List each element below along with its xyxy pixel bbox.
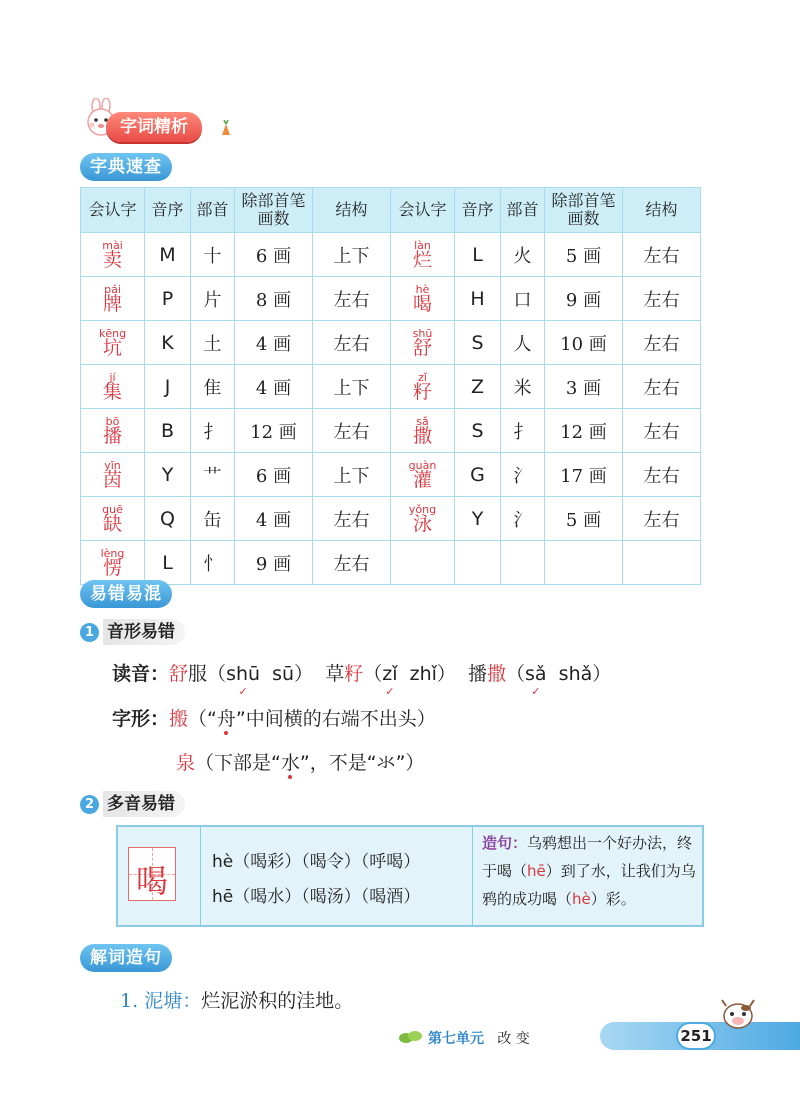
- header-cell: 部首: [501, 188, 545, 233]
- shape-line-1: [112, 704, 436, 731]
- header-cell: 除部首笔画数: [235, 188, 313, 233]
- char-cell: [81, 233, 145, 277]
- radical-cell: 火: [501, 233, 545, 277]
- divider: [200, 827, 201, 925]
- character: 茵: [102, 468, 122, 491]
- stroke-count-cell: 8 画: [235, 277, 313, 321]
- shape-focus: 水: [280, 752, 300, 774]
- stroke-count-cell: 9 画: [235, 541, 313, 585]
- table-row: [81, 409, 701, 453]
- shape-char: 泉: [176, 752, 196, 774]
- char-cell: [81, 497, 145, 541]
- structure-cell: 左右: [623, 277, 701, 321]
- sequence-cell: Y: [145, 453, 191, 497]
- tian-grid-box: [128, 847, 176, 901]
- char-cell: [391, 409, 455, 453]
- sub-heading-label: 音形易错: [103, 619, 185, 645]
- sequence-cell: P: [145, 277, 191, 321]
- char-cell: [81, 277, 145, 321]
- header-cell: 音序: [145, 188, 191, 233]
- pinyin: jí: [109, 370, 116, 384]
- table-row: [81, 321, 701, 365]
- carrot-icon: [220, 120, 232, 136]
- polyphone-pinyin: hè: [212, 852, 234, 872]
- radical-cell: 氵: [501, 453, 545, 497]
- sequence-cell: K: [145, 321, 191, 365]
- word-char: 舒: [169, 663, 189, 685]
- structure-cell: 左右: [623, 409, 701, 453]
- sequence-cell: S: [455, 409, 501, 453]
- leaf-icon: [398, 1029, 424, 1049]
- word-char: 籽: [344, 663, 364, 685]
- structure-cell: 左右: [313, 277, 391, 321]
- radical-cell: 忄: [191, 541, 235, 585]
- radical-cell: 口: [501, 277, 545, 321]
- polyphone-char: 喝: [135, 862, 168, 900]
- sequence-cell: B: [145, 409, 191, 453]
- table-row: [81, 365, 701, 409]
- radical-cell: 缶: [191, 497, 235, 541]
- shape-text: ”）: [395, 752, 425, 774]
- char-cell: [391, 453, 455, 497]
- unit-topic: 改 变: [497, 1031, 530, 1047]
- radical-cell: 隹: [191, 365, 235, 409]
- pinyin: shū: [412, 326, 433, 340]
- stroke-count-cell: 6 画: [235, 233, 313, 277]
- stroke-count-cell: 4 画: [235, 497, 313, 541]
- word-char: 撒: [487, 663, 507, 685]
- stroke-count-cell: 10 画: [545, 321, 623, 365]
- radical-cell: 扌: [191, 409, 235, 453]
- character: 卖: [102, 248, 122, 271]
- pinyin-correct: zǐ ✓: [382, 663, 397, 685]
- stroke-count-cell: 9 画: [545, 277, 623, 321]
- structure-cell: 左右: [623, 453, 701, 497]
- character: 籽: [412, 380, 432, 403]
- header-cell: 结构: [623, 188, 701, 233]
- character: 烂: [412, 248, 432, 271]
- character: 愣: [102, 556, 122, 579]
- sentence-text: 乌鸦想出一个好办法，终于喝（: [482, 834, 693, 880]
- pinyin-correct: shū ✓: [226, 663, 260, 685]
- char-cell: [391, 233, 455, 277]
- footer-unit: [428, 1028, 530, 1048]
- character: 泳: [412, 512, 432, 535]
- explain-item: [120, 986, 353, 1013]
- header-cell: 除部首笔画数: [545, 188, 623, 233]
- reading-line: 读音：舒服（shū ✓ sū） 草籽（zǐ ✓ zhǐ） 播撒（sǎ ✓ shǎ）: [112, 659, 611, 686]
- shape-label: 字形：: [112, 708, 170, 730]
- dict-section-title: 字典速查: [80, 153, 172, 181]
- char-cell: [391, 497, 455, 541]
- word-prefix: 播: [467, 663, 487, 685]
- stroke-count-cell: 4 画: [235, 321, 313, 365]
- radical-cell: 片: [191, 277, 235, 321]
- sentence-label: 造句：: [482, 834, 528, 852]
- structure-cell: 上下: [313, 233, 391, 277]
- radical-cell: 扌: [501, 409, 545, 453]
- char-cell: [391, 365, 455, 409]
- pinyin-option: shǎ: [558, 663, 593, 685]
- empty-cell: [455, 541, 501, 585]
- structure-cell: 上下: [313, 365, 391, 409]
- structure-cell: 左右: [623, 497, 701, 541]
- sequence-cell: L: [455, 233, 501, 277]
- polyphone-line-2: [212, 882, 420, 907]
- char-cell: [81, 321, 145, 365]
- mistakes-section-title: 易错易混: [80, 580, 172, 608]
- character: 坑: [102, 336, 122, 359]
- char-cell: [81, 365, 145, 409]
- structure-cell: 左右: [313, 409, 391, 453]
- empty-cell: [501, 541, 545, 585]
- section-title: 字词精析: [106, 112, 202, 142]
- structure-cell: 上下: [313, 453, 391, 497]
- item-definition: 烂泥淤积的洼地。: [201, 990, 354, 1012]
- sentence-text: ）到了水，让我们为乌鸦的成功喝（: [482, 862, 696, 908]
- unit-label: 第七单元: [428, 1031, 484, 1047]
- reading-label: 读音：: [112, 663, 170, 685]
- shape-char: 搬: [169, 708, 189, 730]
- character: 喝: [412, 292, 432, 315]
- table-row: [81, 233, 701, 277]
- empty-cell: [391, 541, 455, 585]
- shape-text: ”，不是“: [299, 752, 377, 774]
- character: 灌: [412, 468, 432, 491]
- radical-cell: 米: [501, 365, 545, 409]
- polyphone-words: （喝彩）（喝令）（呼喝）: [233, 852, 421, 872]
- stroke-count-cell: 4 画: [235, 365, 313, 409]
- pinyin: làn: [414, 238, 431, 252]
- table-row: [81, 541, 701, 585]
- shape-text: （“: [188, 708, 217, 730]
- word-prefix: 草: [325, 663, 345, 685]
- header-cell: 会认字: [81, 188, 145, 233]
- sequence-cell: J: [145, 365, 191, 409]
- shape-text: ”中间横的右端不出头）: [235, 708, 436, 730]
- char-cell: [391, 277, 455, 321]
- item-colon: ：: [182, 990, 202, 1012]
- sequence-cell: M: [145, 233, 191, 277]
- shape-other: 氺: [376, 752, 396, 774]
- pinyin: bō: [105, 414, 120, 428]
- table-header-row: [81, 188, 701, 233]
- item-word: 泥塘: [144, 990, 183, 1012]
- radical-cell: 土: [191, 321, 235, 365]
- header-cell: 结构: [313, 188, 391, 233]
- sequence-cell: L: [145, 541, 191, 585]
- stroke-count-cell: 5 画: [545, 233, 623, 277]
- radical-cell: 艹: [191, 453, 235, 497]
- character: 舒: [412, 336, 432, 359]
- stroke-count-cell: 6 画: [235, 453, 313, 497]
- pinyin: lèng: [100, 546, 125, 560]
- character: 集: [102, 380, 122, 403]
- pinyin: quē: [102, 502, 123, 516]
- sub-heading-label: 多音易错: [103, 791, 185, 817]
- polyphone-pinyin: hē: [212, 887, 234, 907]
- sequence-cell: S: [455, 321, 501, 365]
- stroke-count-cell: 3 画: [545, 365, 623, 409]
- stroke-count-cell: 5 画: [545, 497, 623, 541]
- stroke-count-cell: 12 画: [235, 409, 313, 453]
- pinyin-option: zhǐ: [409, 663, 437, 685]
- number-badge: 1: [80, 623, 99, 642]
- pinyin: yīn: [104, 458, 121, 472]
- sequence-cell: Z: [455, 365, 501, 409]
- sequence-cell: Q: [145, 497, 191, 541]
- shape-focus: 舟: [216, 708, 236, 730]
- stroke-count-cell: 12 画: [545, 409, 623, 453]
- char-cell: [81, 453, 145, 497]
- pinyin: kēng: [98, 326, 127, 340]
- char-cell: [391, 321, 455, 365]
- pinyin: yǒng: [408, 502, 437, 516]
- pinyin: hè: [415, 282, 430, 296]
- number-badge: 2: [80, 795, 99, 814]
- sequence-cell: Y: [455, 497, 501, 541]
- structure-cell: 左右: [623, 233, 701, 277]
- radical-cell: 十: [191, 233, 235, 277]
- sequence-cell: G: [455, 453, 501, 497]
- empty-cell: [623, 541, 701, 585]
- char-cell: [81, 409, 145, 453]
- pinyin: guàn: [408, 458, 437, 472]
- character: 牌: [102, 292, 122, 315]
- table-row: [81, 453, 701, 497]
- sequence-cell: H: [455, 277, 501, 321]
- sentence-pinyin: hè: [572, 890, 591, 908]
- polyphone-line-1: [212, 847, 420, 872]
- shape-line-2: [176, 748, 424, 775]
- item-number: 1.: [120, 990, 139, 1012]
- structure-cell: 左右: [313, 321, 391, 365]
- table-row: [81, 497, 701, 541]
- pinyin-correct: sǎ ✓: [525, 663, 547, 685]
- header-cell: 部首: [191, 188, 235, 233]
- structure-cell: 左右: [623, 365, 701, 409]
- radical-cell: 氵: [501, 497, 545, 541]
- polyphone-words: （喝水）（喝汤）（喝酒）: [233, 887, 421, 907]
- pinyin: sǎ: [416, 414, 429, 428]
- pinyin: zǐ: [418, 370, 427, 384]
- character: 播: [102, 424, 122, 447]
- table-row: [81, 277, 701, 321]
- pinyin: mài: [102, 238, 123, 252]
- cow-mascot-icon: [718, 996, 758, 1034]
- example-sentence: [482, 829, 700, 913]
- header-cell: 音序: [455, 188, 501, 233]
- sub-heading-polyphone: [80, 791, 185, 817]
- word-rest: 服: [188, 663, 208, 685]
- character: 缺: [102, 512, 122, 535]
- stroke-count-cell: 17 画: [545, 453, 623, 497]
- character: 撒: [412, 424, 432, 447]
- structure-cell: 左右: [623, 321, 701, 365]
- shape-text: （下部是“: [195, 752, 281, 774]
- structure-cell: 左右: [313, 497, 391, 541]
- header-cell: 会认字: [391, 188, 455, 233]
- sub-heading-sound-shape: [80, 619, 185, 645]
- char-cell: [81, 541, 145, 585]
- divider: [472, 827, 473, 925]
- pinyin-option: sū: [272, 663, 295, 685]
- sentence-pinyin: hē: [527, 862, 546, 880]
- explain-section-title: 解词造句: [80, 944, 172, 972]
- dictionary-table: [80, 187, 701, 585]
- structure-cell: 左右: [313, 541, 391, 585]
- sentence-text: ）彩。: [590, 890, 636, 908]
- radical-cell: 人: [501, 321, 545, 365]
- empty-cell: [545, 541, 623, 585]
- pinyin: pái: [104, 282, 121, 296]
- page-number: 251: [676, 1022, 716, 1050]
